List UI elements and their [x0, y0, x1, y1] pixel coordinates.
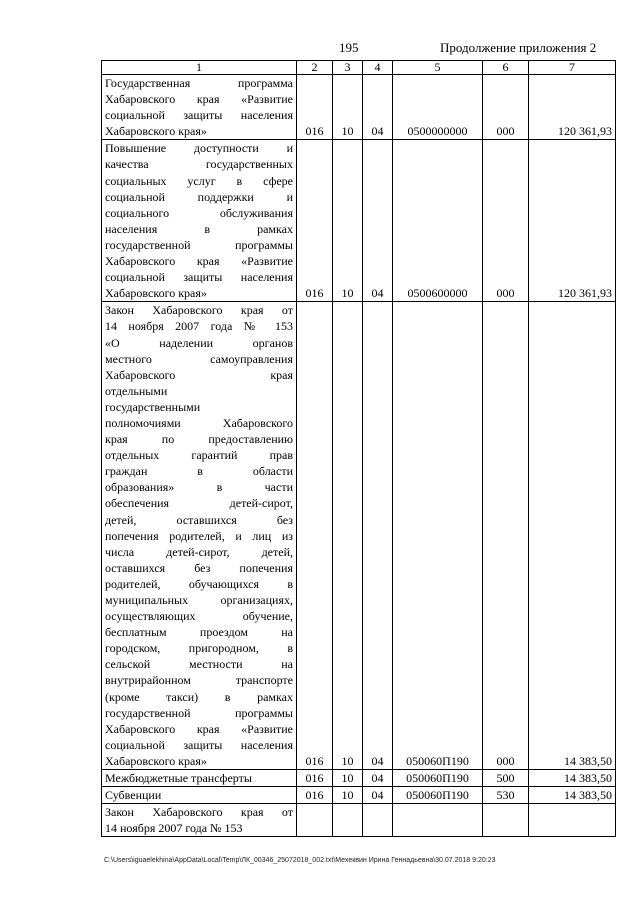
row-name-line: родителей, обучающихся в [105, 576, 293, 591]
row-name-line: городском, пригородном, в [105, 641, 293, 656]
row-name-line: социальной поддержки и [105, 189, 293, 204]
row-name-line: Межбюджетные трансферты [105, 771, 252, 786]
row-name-line: (кроме такси) в рамках [105, 689, 293, 704]
table-row [102, 787, 616, 804]
row-code-section: 10 [333, 302, 363, 770]
row-name-line: детей, оставшихся без [105, 512, 293, 527]
row-name-line: Хабаровского края [105, 367, 293, 382]
row-name-line: Закон Хабаровского края от [105, 805, 293, 820]
row-code-subsection: 04 [363, 770, 393, 787]
row-name-line: обеспечения детей-сирот, [105, 496, 293, 511]
row-name-line: внутрирайонном транспорте [105, 673, 293, 688]
row-name-line: Субвенции [105, 788, 162, 803]
row-name-line: государственными [105, 399, 201, 414]
row-name-line: государственной программы [105, 705, 293, 720]
column-header-6: 6 [483, 61, 529, 75]
row-name-line: края по предоставлению [105, 432, 293, 447]
row-name-line: социальной защиты населения [105, 108, 293, 123]
page-number: 195 [339, 40, 359, 55]
row-name-line: сельской местности на [105, 657, 293, 672]
table-body [102, 75, 616, 837]
row-amount: 14 383,50 [529, 302, 616, 770]
row-code-expense-type: 000 [483, 302, 529, 770]
row-name-line: Хабаровского края «Развитие [105, 92, 293, 107]
row-name-line: «О наделении органов [105, 335, 293, 350]
row-amount: 14 383,50 [529, 787, 616, 804]
row-code-expense-type: 000 [483, 75, 529, 140]
row-amount: 120 361,93 [529, 75, 616, 140]
row-name [102, 787, 297, 804]
column-number-row [102, 61, 616, 75]
row-code-subsection: 04 [363, 302, 393, 770]
row-name-line: качества государственных [105, 157, 293, 172]
row-amount: 14 383,50 [529, 770, 616, 787]
row-code-target: 0500000000 [393, 75, 483, 140]
row-code-expense-type [483, 804, 529, 837]
budget-table [101, 60, 616, 837]
column-header-3: 3 [333, 61, 363, 75]
row-name-line: Повышение доступности и [105, 141, 293, 156]
row-code-expense-type: 530 [483, 787, 529, 804]
row-code-section: 10 [333, 787, 363, 804]
row-name-line: числа детей-сирот, детей, [105, 544, 293, 559]
table-row [102, 75, 616, 140]
row-name-line: 14 ноября 2007 года № 153 [105, 821, 243, 836]
column-header-7: 7 [529, 61, 616, 75]
row-code-section: 10 [333, 75, 363, 140]
row-code-section: 10 [333, 140, 363, 302]
row-name-line: социальных услуг в сфере [105, 173, 293, 188]
row-name-line: бесплатным проездом на [105, 625, 293, 640]
table-row [102, 770, 616, 787]
row-name-line: Хабаровского края» [105, 124, 207, 139]
row-name-line: отдельных гарантий прав [105, 448, 293, 463]
row-name-line: Государственная программа [105, 76, 293, 90]
row-name-line: Хабаровского края» [105, 286, 207, 301]
row-name [102, 770, 297, 787]
row-code-ministry: 016 [297, 140, 333, 302]
row-name-line: 14 ноября 2007 года № 153 [105, 319, 293, 334]
row-code-ministry [297, 804, 333, 837]
row-code-target: 050060П190 [393, 787, 483, 804]
row-code-subsection: 04 [363, 787, 393, 804]
column-header-5: 5 [393, 61, 483, 75]
column-header-2: 2 [297, 61, 333, 75]
row-code-target: 050060П190 [393, 770, 483, 787]
row-code-ministry: 016 [297, 787, 333, 804]
row-name-line: граждан в области [105, 464, 293, 479]
row-name-line: Хабаровского края» [105, 753, 207, 768]
row-code-ministry: 016 [297, 770, 333, 787]
row-code-ministry: 016 [297, 302, 333, 770]
row-name-line: отдельными [105, 383, 168, 398]
column-header-4: 4 [363, 61, 393, 75]
row-code-target: 0500600000 [393, 140, 483, 302]
row-code-subsection: 04 [363, 75, 393, 140]
row-name-line: социальной защиты населения [105, 737, 293, 752]
footer-path: C:\Users\iguaelekhina\AppData\Local\Temp\ЛК_00346_25072018_002.txt\Мехеквин Ирина Геннадьевна\30.07.2018 9:20:23 [104, 857, 496, 864]
row-code-expense-type: 000 [483, 140, 529, 302]
row-name-line: государственной программы [105, 237, 293, 252]
table-row [102, 302, 616, 770]
row-name-line: социальной защиты населения [105, 270, 293, 285]
row-name-line: социального обслуживания [105, 205, 293, 220]
row-amount [529, 804, 616, 837]
row-name [102, 302, 297, 770]
row-code-target [393, 804, 483, 837]
row-code-section: 10 [333, 770, 363, 787]
row-name-line: осуществляющих обучение, [105, 609, 293, 624]
row-name [102, 75, 297, 140]
row-code-expense-type: 500 [483, 770, 529, 787]
row-amount: 120 361,93 [529, 140, 616, 302]
row-code-section [333, 804, 363, 837]
column-header-1: 1 [102, 61, 297, 75]
table-row [102, 140, 616, 302]
row-name-line: муниципальных организациях, [105, 593, 293, 607]
row-code-subsection [363, 804, 393, 837]
row-name-line: Хабаровского края «Развитие [105, 254, 293, 269]
row-name-line: полномочиями Хабаровского [105, 415, 293, 430]
row-name-line: образования» в части [105, 480, 293, 495]
row-code-subsection: 04 [363, 140, 393, 302]
row-name-line: попечения родителей, и лиц из [105, 528, 293, 543]
continuation-label: Продолжение приложения 2 [440, 40, 597, 55]
row-name [102, 140, 297, 302]
row-name [102, 804, 297, 837]
row-name-line: оставшихся без попечения [105, 560, 293, 575]
row-name-line: местного самоуправления [105, 351, 293, 366]
table-row [102, 804, 616, 837]
row-name-line: Закон Хабаровского края от [105, 303, 293, 318]
row-code-target: 050060П190 [393, 302, 483, 770]
row-name-line: Хабаровского края «Развитие [105, 721, 293, 736]
row-code-ministry: 016 [297, 75, 333, 140]
row-name-line: населения в рамках [105, 221, 293, 236]
